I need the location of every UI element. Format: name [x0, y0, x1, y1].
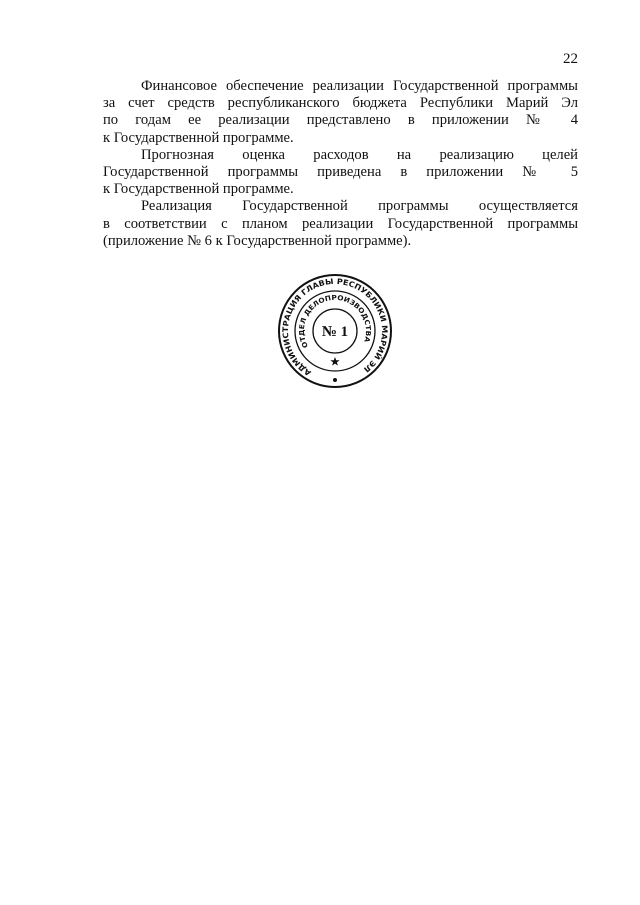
text-line: Реализация Государственной программы осуществляется — [141, 198, 578, 215]
paragraph-forecast — [103, 147, 578, 199]
stamp-inner-text: ОТДЕЛ ДЕЛОПРОИЗВОДСТВА — [297, 293, 373, 350]
text-line: Финансовое обеспечение реализации Государственной программы — [141, 78, 578, 94]
text-line: к Государственной программе. — [103, 181, 294, 198]
text-line: к Государственной программе. — [103, 129, 294, 146]
official-stamp — [276, 272, 394, 390]
text-line: Государственной программы приведена в приложении № 5 — [103, 164, 578, 181]
dot-icon — [333, 378, 337, 382]
text-line: Прогнозная оценка расходов на реализацию целей — [141, 146, 578, 163]
text-line: в соответствии с планом реализации Государственной программы — [103, 215, 578, 232]
text-line: (приложение № 6 к Государственной программе). — [103, 232, 412, 249]
text-line: за счет средств республиканского бюджета Республики Марий Эл — [103, 95, 578, 112]
stamp-center-text: № 1 — [321, 324, 349, 340]
star-icon — [330, 357, 339, 366]
page-number: 22 — [563, 51, 578, 67]
svg-text:ОТДЕЛ ДЕЛОПРОИЗВОДСТВА — [298, 294, 372, 349]
text-line: по годам ее реализации представлено в приложении № 4 — [103, 112, 578, 129]
paragraph-financing — [103, 78, 578, 147]
stamp-outer-text: АДМИНИСТРАЦИЯ ГЛАВЫ РЕСПУБЛИКИ МАРИЙ ЭЛ — [280, 276, 390, 378]
paragraph-implementation — [103, 198, 578, 250]
body-text — [103, 78, 578, 250]
